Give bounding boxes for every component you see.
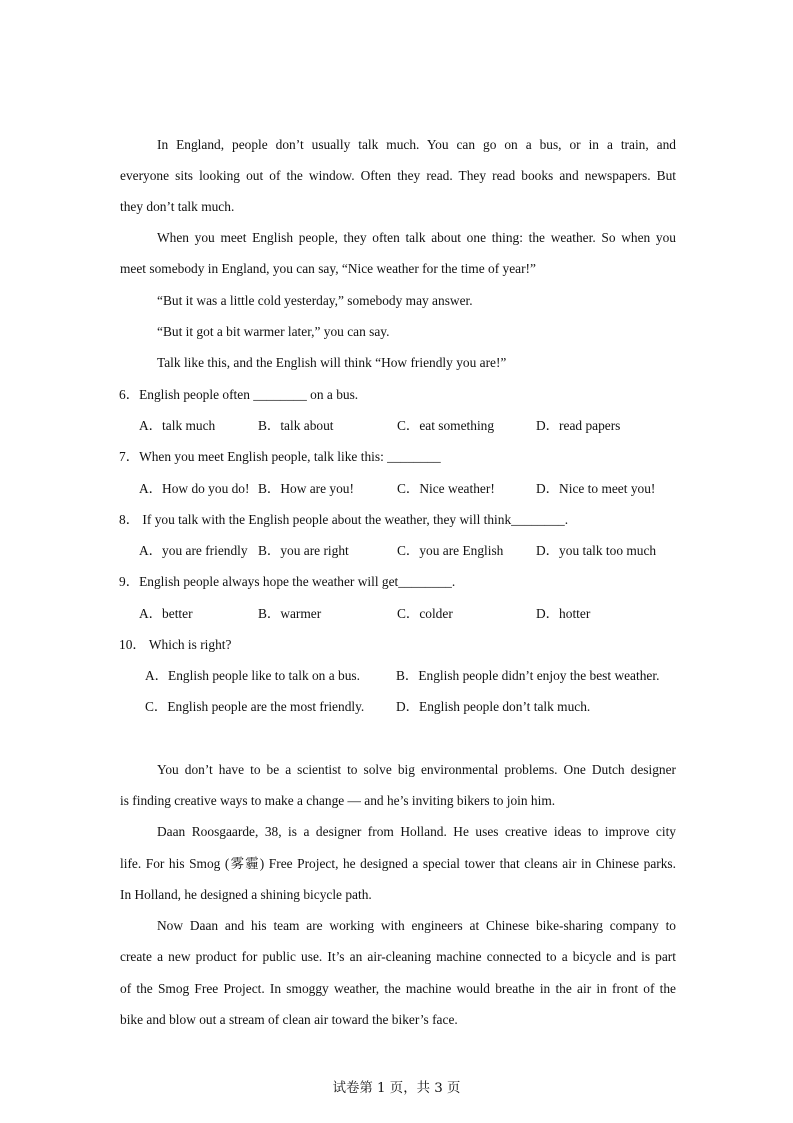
- passage-1-line: “But it got a bit warmer later,” you can say.: [157, 324, 390, 339]
- question-7-stem: 7．When you meet English people, talk like this: ________: [119, 449, 441, 464]
- question-6-option-b[interactable]: B．talk about: [258, 418, 334, 433]
- question-9-option-c[interactable]: C．colder: [397, 606, 453, 621]
- question-7-option-c[interactable]: C．Nice weather!: [397, 481, 495, 496]
- question-7-option-d[interactable]: D．Nice to meet you!: [536, 481, 656, 496]
- question-6-option-d[interactable]: D．read papers: [536, 418, 621, 433]
- question-8-option-b[interactable]: B．you are right: [258, 543, 349, 558]
- passage-1-line: they don’t talk much.: [120, 199, 235, 214]
- question-9-option-d[interactable]: D．hotter: [536, 606, 591, 621]
- question-10-option-b[interactable]: B．English people didn’t enjoy the best weather.: [396, 668, 660, 683]
- question-10-option-a[interactable]: A．English people like to talk on a bus.: [145, 668, 360, 683]
- question-8-option-a[interactable]: A．you are friendly: [139, 543, 248, 558]
- passage-2-line: In Holland, he designed a shining bicycle path.: [120, 887, 372, 902]
- passage-2-line: Now Daan and his team are working with engineers at Chinese bike-sharing company to: [157, 918, 676, 933]
- question-7-option-b[interactable]: B．How are you!: [258, 481, 354, 496]
- passage-2-line: create a new product for public use. It’s an air-cleaning machine connected to a bicycle and is part: [120, 949, 676, 964]
- question-10-option-c[interactable]: C．English people are the most friendly.: [145, 699, 365, 714]
- question-6-option-a[interactable]: A．talk much: [139, 418, 216, 433]
- question-7-option-a[interactable]: A．How do you do!: [139, 481, 250, 496]
- question-9-option-a[interactable]: A．better: [139, 606, 193, 621]
- passage-2-line: You don’t have to be a scientist to solve big environmental problems. One Dutch designer: [157, 762, 676, 777]
- passage-2-line: is finding creative ways to make a change — and he’s inviting bikers to join him.: [120, 793, 556, 808]
- passage-1-line: Talk like this, and the English will think “How friendly you are!”: [157, 355, 507, 370]
- passage-1-line: everyone sits looking out of the window. Often they read. They read books and newspapers. But: [120, 168, 676, 183]
- passage-2-line: Daan Roosgaarde, 38, is a designer from Holland. He uses creative ideas to improve city: [157, 824, 676, 839]
- question-6-option-c[interactable]: C．eat something: [397, 418, 495, 433]
- question-9-option-b[interactable]: B．warmer: [258, 606, 322, 621]
- question-8-stem: 8． If you talk with the English people about the weather, they will think________.: [119, 512, 569, 527]
- passage-1-line: “But it was a little cold yesterday,” somebody may answer.: [157, 293, 473, 308]
- question-9-stem: 9．English people always hope the weather will get________.: [119, 574, 456, 589]
- page-footer: 试卷第 1 页，共 3 页: [332, 1081, 461, 1096]
- passage-2-line: bike and blow out a stream of clean air toward the biker’s face.: [120, 1012, 458, 1027]
- question-8-option-d[interactable]: D．you talk too much: [536, 543, 657, 558]
- passage-1-line: In England, people don’t usually talk much. You can go on a bus, or in a train, and: [157, 137, 676, 152]
- question-10-option-d[interactable]: D．English people don’t talk much.: [396, 699, 591, 714]
- question-10-stem: 10． Which is right?: [119, 637, 232, 652]
- passage-1-line: meet somebody in England, you can say, “Nice weather for the time of year!”: [120, 261, 536, 276]
- question-6-stem: 6．English people often ________ on a bus.: [119, 387, 359, 402]
- passage-2-line: life. For his Smog (雾霾) Free Project, he designed a special tower that cleans air in Chinese parks.: [120, 856, 676, 871]
- passage-1-line: When you meet English people, they often talk about one thing: the weather. So when you: [157, 230, 676, 245]
- question-8-option-c[interactable]: C．you are English: [397, 543, 504, 558]
- passage-2-line: of the Smog Free Project. In smoggy weather, the machine would breathe in the air in front of the: [120, 981, 676, 996]
